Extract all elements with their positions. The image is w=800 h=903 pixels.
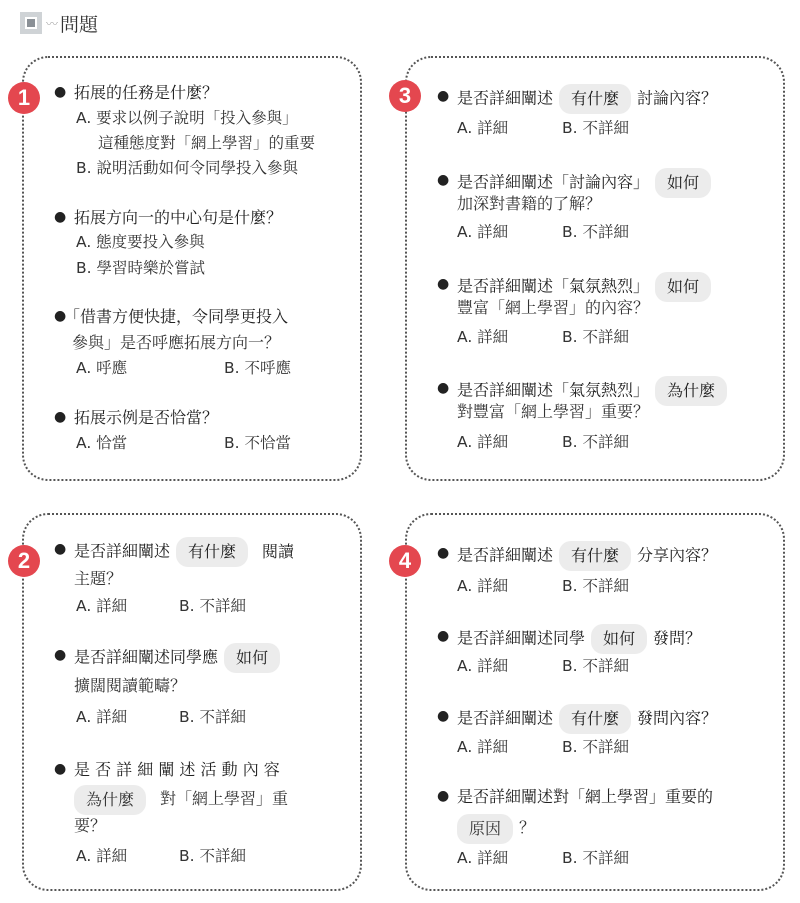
keyword-pill: 有什麼 (559, 704, 631, 734)
keyword-pill: 為什麼 (655, 376, 727, 406)
option-a: A. 詳細 (457, 119, 509, 137)
option-a: A. 詳細 (457, 738, 509, 756)
question-4-4-line2: 原因 ？ (451, 812, 535, 844)
keyword-pill: 原因 (457, 814, 513, 844)
option-b: B. 不詳細 (562, 738, 629, 756)
question-2-2-line2: 擴闊閱讀範疇？ (74, 676, 187, 695)
question-3-4-line2: 對豐富「網上學習」重要？ (457, 402, 650, 421)
option-a: A. 呼應 (76, 359, 128, 377)
option-a: A. 詳細 (76, 708, 128, 726)
option-a: A. 要求以例子說明「投入參與」 (76, 109, 298, 127)
badge-2: 2 (8, 545, 40, 577)
wave-icon: 〰 (46, 16, 58, 31)
bullet-icon: ● (54, 409, 67, 425)
option-a: A. 詳細 (76, 847, 128, 865)
option-b: B. 不詳細 (562, 328, 629, 346)
section-header (20, 10, 98, 36)
bullet-icon: ● (54, 761, 67, 777)
option-b: B. 說明活動如何令同學投入參與 (76, 159, 298, 177)
question-panel-1: ● 拓展的任務是什麼？ A. 要求以例子說明「投入參與」 這種態度對「網上學習」的重要 B. 說明活動如何令同學投入參與 ● 拓展方向一的中心句是什麼？ A. 態度要投入參與 B. 學習時樂於嘗試 ● 「借書方便快捷，令同學更投入 參與」是否呼應拓展方向一？ A. 呼應 B. 不呼應 ● 拓展示例是否恰當？ A. 恰當 B. 不恰當 (22, 56, 362, 481)
option-a: A. 詳細 (76, 597, 128, 615)
option-b: B. 不呼應 (224, 359, 291, 377)
question-2-3-line2: 為什麼 對「網上學習」重 (68, 783, 288, 815)
bullet-icon: ● (54, 209, 67, 225)
option-b: B. 學習時樂於嘗試 (76, 259, 205, 277)
keyword-pill: 如何 (655, 272, 711, 302)
square-icon (20, 12, 42, 34)
option-a: A. 態度要投入參與 (76, 233, 205, 251)
option-b: B. 不詳細 (562, 657, 629, 675)
option-b: B. 不詳細 (562, 849, 629, 867)
badge-4: 4 (389, 545, 421, 577)
question-panel-3: ● 是否詳細闡述 有什麼 討論內容？ A. 詳細 B. 不詳細 ● 是否詳細闡述「討論內容」 如何 加深對書籍的了解？ A. 詳細 B. 不詳細 ● 是否詳細闡述「氣氛熱烈」 如何 豐富「網上學習」的內容？ A. 詳細 B. 不詳細 ● 是否詳細闡述「氣氛熱烈」 為什麼 對豐富「網上學習」重要？ A. 詳細 B. 不詳細 (405, 56, 785, 481)
bullet-icon: ● (54, 541, 67, 557)
bullet-icon: ● (54, 84, 67, 100)
question-panel-4: ● 是否詳細闡述 有什麼 分享內容？ A. 詳細 B. 不詳細 ● 是否詳細闡述同學 如何 發問？ A. 詳細 B. 不詳細 ● 是否詳細闡述 有什麼 發問內容？ A. 詳細 B. 不詳細 ● 是否詳細闡述對「網上學習」重要的 原因 ？ A. 詳細 B. 不詳細 (405, 513, 785, 891)
question-panel-2: ● 是否詳細闡述 有什麼 閱讀 主題？ A. 詳細 B. 不詳細 ● 是否詳細闡述同學應 如何 擴闊閱讀範疇？ A. 詳細 B. 不詳細 ● 是 否 詳 細 闡 述 活 動 內 容 為什麼 對「網上學習」重 要？ A. 詳細 B. 不詳細 (22, 513, 362, 891)
bullet-icon: ● (437, 545, 450, 561)
option-b: B. 不詳細 (562, 119, 629, 137)
bullet-icon: ● (437, 88, 450, 104)
keyword-pill: 有什麼 (559, 541, 631, 571)
question-2-1-line2: 主題？ (74, 569, 123, 588)
option-a: A. 詳細 (457, 433, 509, 451)
keyword-pill: 如何 (655, 168, 711, 198)
bullet-icon: ● (437, 380, 450, 396)
option-a: A. 詳細 (457, 849, 509, 867)
option-b: B. 不詳細 (562, 223, 629, 241)
keyword-pill: 為什麼 (74, 785, 146, 815)
badge-3: 3 (389, 80, 421, 112)
option-a: A. 恰當 (76, 434, 128, 452)
bullet-icon: ● (437, 276, 450, 292)
bullet-icon: ● (437, 628, 450, 644)
bullet-icon: ● (437, 708, 450, 724)
option-a: A. 詳細 (457, 223, 509, 241)
section-title: 問題 (60, 13, 99, 36)
question-2-3-line3: 要？ (74, 816, 107, 835)
badge-1: 1 (8, 82, 40, 114)
bullet-icon: ● (54, 308, 67, 324)
option-b: B. 不詳細 (179, 597, 246, 615)
bullet-icon: ● (54, 647, 67, 663)
question-3-2-line2: 加深對書籍的了解？ (457, 194, 602, 213)
option-b: B. 不恰當 (224, 434, 291, 452)
option-a: A. 詳細 (457, 328, 509, 346)
option-a: A. 詳細 (457, 577, 509, 595)
option-a: A. 詳細 (457, 657, 509, 675)
bullet-icon: ● (437, 172, 450, 188)
keyword-pill: 如何 (591, 624, 647, 654)
option-b: B. 不詳細 (179, 847, 246, 865)
option-b: B. 不詳細 (179, 708, 246, 726)
option-b: B. 不詳細 (562, 433, 629, 451)
bullet-icon: ● (437, 788, 450, 804)
keyword-pill: 有什麼 (176, 537, 248, 567)
question-1-3-line2: 參與」是否呼應拓展方向一？ (72, 333, 281, 352)
question-3-3-line2: 豐富「網上學習」的內容？ (457, 298, 650, 317)
option-a-continued: 這種態度對「網上學習」的重要 (98, 134, 316, 152)
keyword-pill: 有什麼 (559, 84, 631, 114)
keyword-pill: 如何 (224, 643, 280, 673)
option-b: B. 不詳細 (562, 577, 629, 595)
